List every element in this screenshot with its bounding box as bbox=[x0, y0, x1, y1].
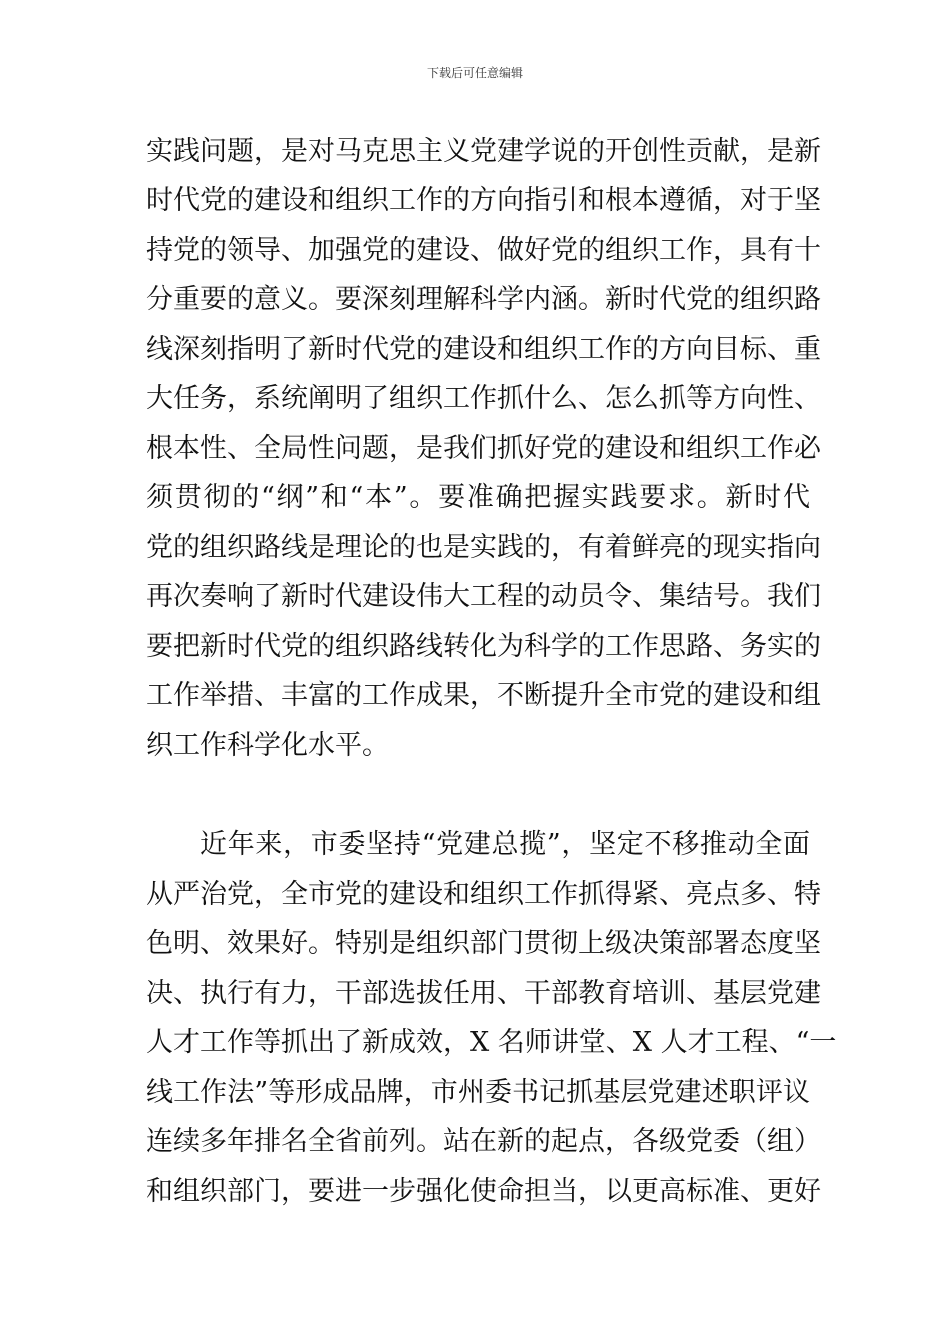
paragraph-line: 决、执行有力，干部选拔任用、干部教育培训、基层党建 bbox=[146, 978, 821, 1009]
paragraph-line: 织工作科学化水平。 bbox=[146, 730, 389, 761]
paragraph-line: 分重要的意义。要深刻理解科学内涵。新时代党的组织路 bbox=[146, 284, 821, 315]
paragraph-line: 从严治党，全市党的建设和组织工作抓得紧、亮点多、特 bbox=[146, 879, 821, 910]
paragraph-line: 根本性、全局性问题，是我们抓好党的建设和组织工作必 bbox=[146, 433, 821, 464]
paragraph-line: 须贯彻的“纲”和“本”。要准确把握实践要求。新时代 bbox=[146, 482, 810, 513]
paragraph-line: 色明、效果好。特别是组织部门贯彻上级决策部署态度坚 bbox=[146, 928, 821, 959]
paragraph-line: 线深刻指明了新时代党的建设和组织工作的方向目标、重 bbox=[146, 334, 821, 365]
paragraph-line: 大任务，系统阐明了组织工作抓什么、怎么抓等方向性、 bbox=[146, 383, 821, 414]
paragraph-line: 和组织部门，要进一步强化使命担当，以更高标准、更好 bbox=[146, 1176, 821, 1207]
paragraph-line: 党的组织路线是理论的也是实践的，有着鲜亮的现实指向 bbox=[146, 532, 821, 563]
paragraph-line: 再次奏响了新时代建设伟大工程的动员令、集结号。我们 bbox=[146, 581, 821, 612]
paragraph-line: 人才工作等抓出了新成效，X 名师讲堂、X 人才工程、“一 bbox=[146, 1027, 837, 1058]
paragraph-line: 工作举措、丰富的工作成果，不断提升全市党的建设和组 bbox=[146, 680, 821, 711]
page-header: 下载后可任意编辑 bbox=[426, 66, 523, 80]
paragraph-line: 实践问题，是对马克思主义党建学说的开创性贡献，是新 bbox=[146, 136, 821, 167]
paragraph-line: 持党的领导、加强党的建设、做好党的组织工作，具有十 bbox=[146, 235, 821, 266]
paragraph-line: 时代党的建设和组织工作的方向指引和根本遵循，对于坚 bbox=[146, 185, 821, 216]
paragraph-line: 要把新时代党的组织路线转化为科学的工作思路、务实的 bbox=[146, 631, 821, 662]
paragraph-line: 近年来，市委坚持“党建总揽”，坚定不移推动全面 bbox=[200, 829, 810, 860]
paragraph-line: 连续多年排名全省前列。站在新的起点，各级党委（组） bbox=[146, 1126, 821, 1157]
paragraph-line: 线工作法”等形成品牌，市州委书记抓基层党建述职评议 bbox=[146, 1077, 810, 1108]
